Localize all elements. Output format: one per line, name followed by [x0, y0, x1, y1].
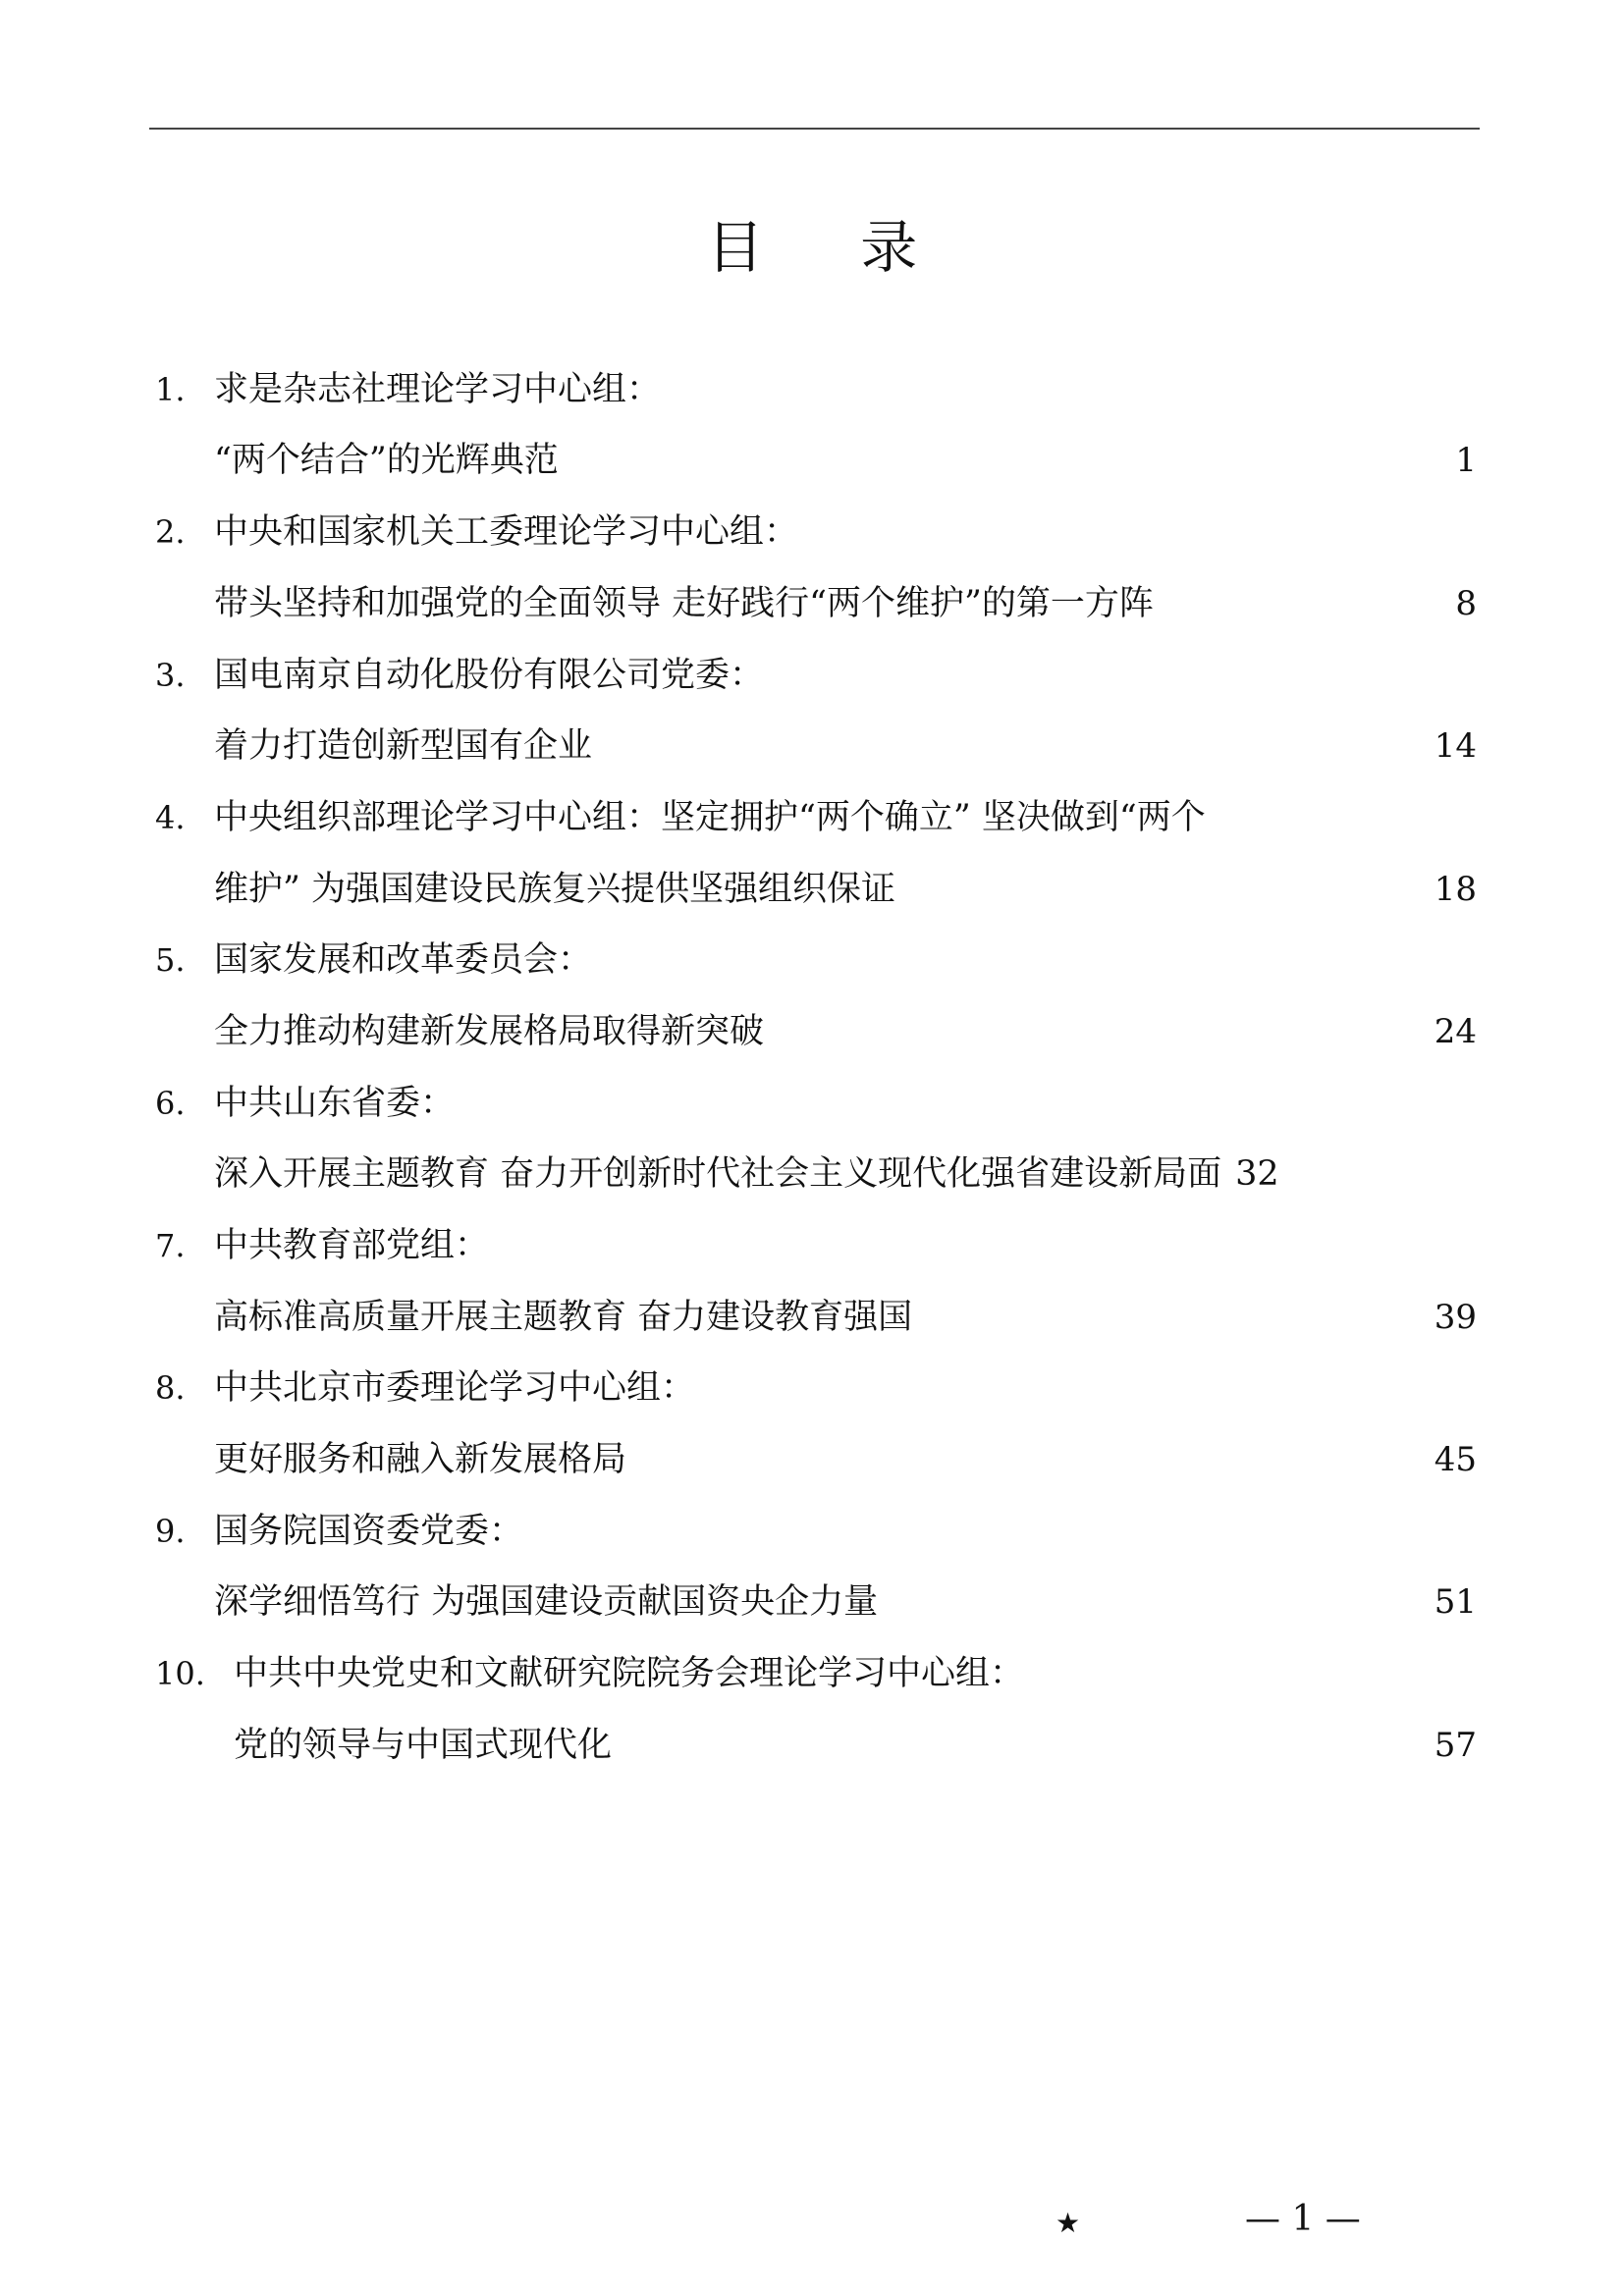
entry-number: 9.: [155, 1513, 186, 1550]
entry-heading: 求是杂志社理论学习中心组：: [214, 370, 662, 409]
entry-number: 6.: [155, 1085, 186, 1122]
entry-title: 深入开展主题教育 奋力开创新时代社会主义现代化强省建设新局面 32: [214, 1154, 1279, 1194]
entry-page-number: 51: [1434, 1582, 1477, 1622]
entry-number: 8.: [155, 1369, 186, 1407]
entry-number: 1.: [155, 371, 186, 408]
entry-title: 更好服务和融入新发展格局: [214, 1440, 627, 1479]
entry-title: 深学细悟笃行 为强国建设贡献国资央企力量: [214, 1582, 879, 1622]
entry-title: 党的领导与中国式现代化: [234, 1726, 613, 1765]
entry-page-number: 57: [1434, 1726, 1477, 1765]
entry-number: 4.: [155, 799, 186, 836]
page-title: 目 录: [706, 214, 957, 281]
entry-title: 着力打造创新型国有企业: [214, 726, 593, 766]
entry-number: 7.: [155, 1227, 186, 1264]
entry-title: 维护” 为强国建设民族复兴提供坚强组织保证: [214, 870, 896, 909]
footer-page-number: — 1 —: [1245, 2199, 1361, 2239]
entry-page-number: 39: [1434, 1298, 1477, 1337]
entry-heading: 中共山东省委：: [214, 1084, 456, 1123]
entry-heading: 中央和国家机关工委理论学习中心组：: [214, 512, 799, 552]
entry-page-number: 18: [1434, 870, 1477, 909]
entry-heading: 中共教育部党组：: [214, 1226, 490, 1265]
entry-title: 全力推动构建新发展格局取得新突破: [214, 1012, 765, 1051]
entry-page-number: 32: [1235, 1154, 1279, 1194]
entry-page-number: 45: [1434, 1440, 1477, 1479]
entry-heading: 国家发展和改革委员会：: [214, 940, 593, 980]
entry-number: 5.: [155, 941, 186, 979]
entry-number: 10.: [155, 1655, 205, 1692]
entry-heading: 中央组织部理论学习中心组：坚定拥护“两个确立” 坚决做到“两个: [214, 798, 1206, 837]
entry-number: 2.: [155, 513, 186, 551]
entry-title: 带头坚持和加强党的全面领导 走好践行“两个维护”的第一方阵: [214, 584, 1154, 623]
entry-page-number: 8: [1455, 584, 1477, 623]
entry-title: “两个结合”的光辉典范: [214, 441, 559, 480]
entry-page-number: 24: [1434, 1012, 1477, 1051]
entry-heading: 国电南京自动化股份有限公司党委：: [214, 656, 765, 695]
entry-page-number: 1: [1455, 441, 1477, 480]
entry-title: 高标准高质量开展主题教育 奋力建设教育强国: [214, 1298, 913, 1337]
star-icon: ★: [1056, 2207, 1081, 2239]
entry-heading: 中共北京市委理论学习中心组：: [214, 1368, 696, 1408]
entry-heading: 国务院国资委党委：: [214, 1512, 524, 1551]
entry-heading: 中共中央党史和文献研究院院务会理论学习中心组：: [234, 1654, 1025, 1693]
entry-number: 3.: [155, 657, 186, 694]
entry-page-number: 14: [1434, 726, 1477, 766]
